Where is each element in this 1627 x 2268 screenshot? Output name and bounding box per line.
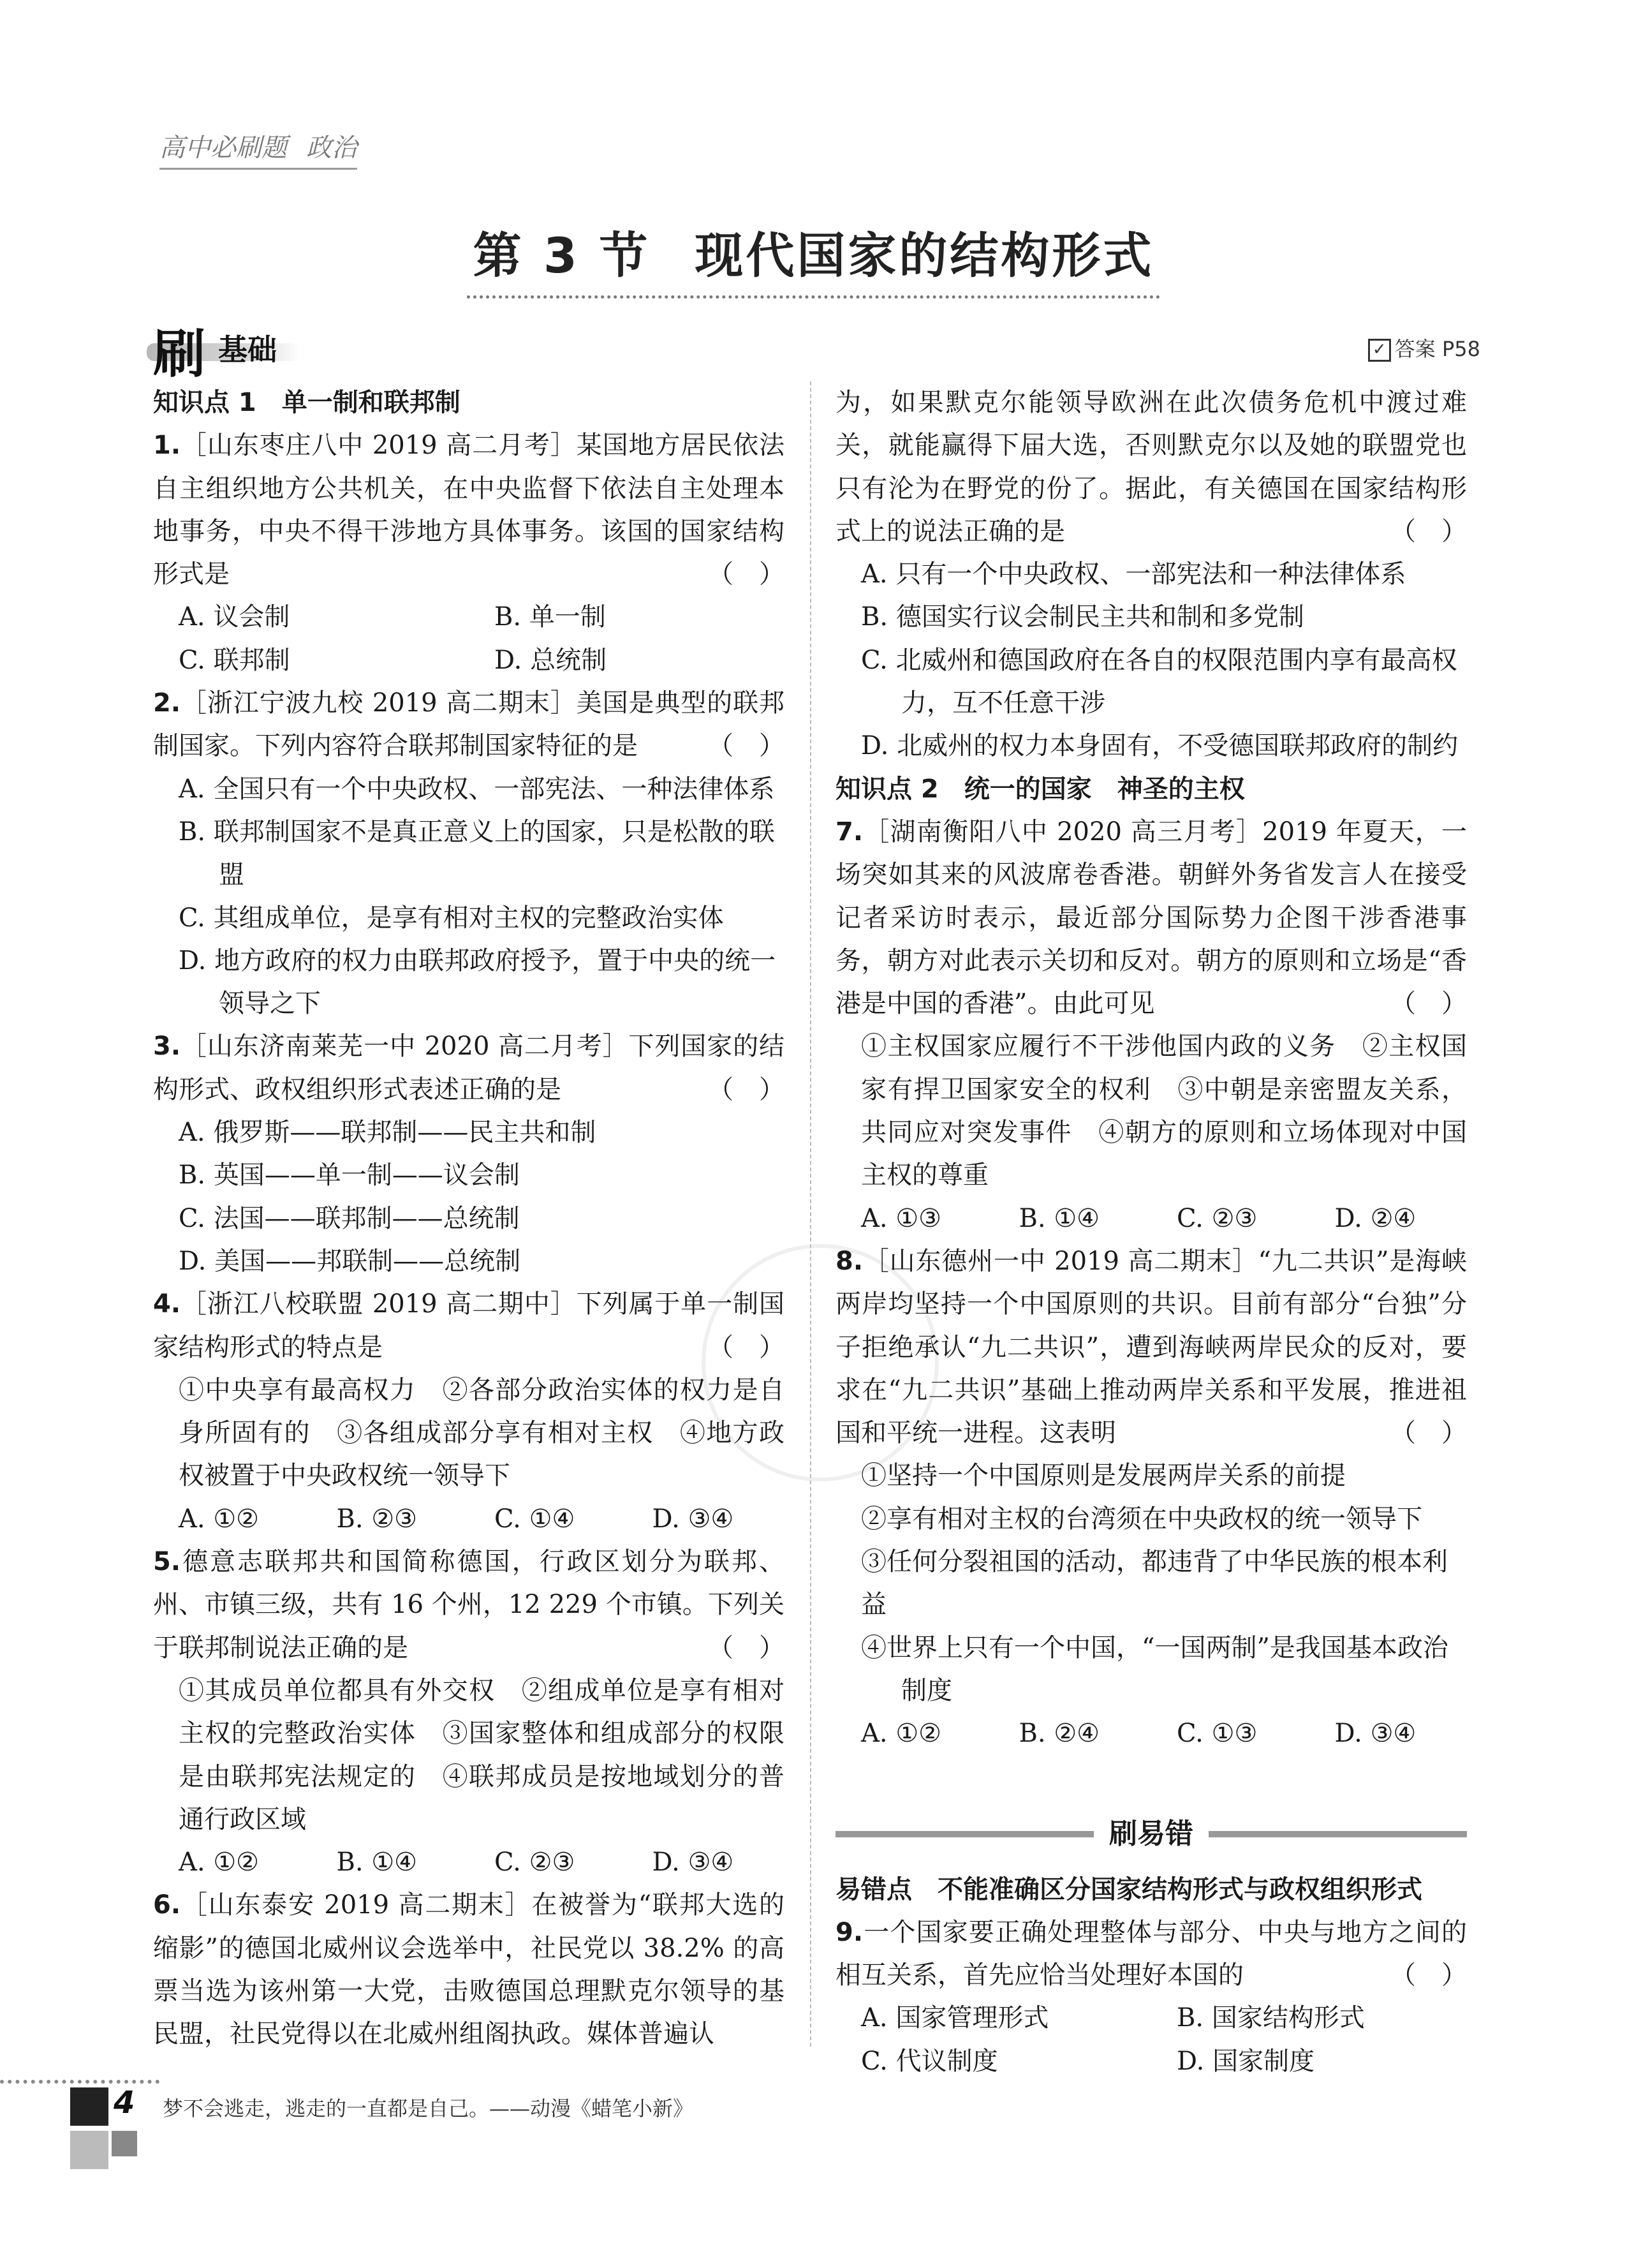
question-5-text: 德意志联邦共和国简称德国，行政区划分为联邦、州、市镇三级，共有 16 个州，12 229 个市镇。下列关于联邦制说法正确的是 bbox=[153, 1547, 784, 1663]
footer-square-decoration bbox=[70, 2087, 108, 2126]
option: B. 单一制 bbox=[494, 602, 606, 632]
option: A. 议会制 bbox=[179, 602, 290, 632]
option: C. 联邦制 bbox=[179, 645, 290, 675]
question-7-options bbox=[836, 1197, 1467, 1240]
question-7-text: ［湖南衡阳八中 2020 高三月考］2019 年夏天，一场突如其来的风波席卷香港。朝鲜外务省发言人在接受记者采访时表示，最近部分国际势力企图干涉香港事务，朝方对此表示关切和反对。朝方的原则和立场是“香港是中国的香港”。由此可见 bbox=[836, 817, 1467, 1019]
footer-square-decoration bbox=[70, 2131, 108, 2169]
question-8-options bbox=[836, 1712, 1467, 1755]
knowledge-point-1: 知识点 1 单一制和联邦制 bbox=[153, 388, 460, 417]
question-8-text: ［山东德州一中 2019 高二期末］“九二共识”是海峡两岸均坚持一个中国原则的共识。目前有部分“台独”分子拒绝承认“九二共识”，遭到海峡两岸民众的反对，要求在“九二共识”基础上推动两岸关系和平发展，推进祖国和平统一进程。这表明 bbox=[836, 1246, 1467, 1448]
banner-small-text: 基础 bbox=[218, 332, 277, 367]
option: D. ③④ bbox=[652, 1848, 734, 1878]
answer-blank: （） bbox=[708, 1633, 810, 1663]
divider-line bbox=[1209, 1831, 1467, 1837]
knowledge-point-2: 知识点 2 统一的国家 神圣的主权 bbox=[836, 774, 1245, 804]
answer-blank: （） bbox=[1390, 989, 1492, 1019]
option: D. 地方政府的权力由联邦政府授予，置于中央的统一领导之下 bbox=[179, 945, 776, 1019]
page-number: 4 bbox=[114, 2085, 135, 2121]
brush-banner bbox=[147, 313, 293, 385]
option: A. ①③ bbox=[861, 1203, 942, 1233]
question-4-items: ①中央享有最高权力 ②各部分政治实体的权力是自身所固有的 ③各组成部分享有相对主权 ④地方政权被置于中央政权统一领导下 bbox=[179, 1375, 784, 1491]
question-5-options bbox=[153, 1841, 784, 1884]
option: B. 英国——单一制——议会制 bbox=[179, 1160, 520, 1190]
question-8-item: ①坚持一个中国原则是发展两岸关系的前提 bbox=[861, 1461, 1346, 1491]
option: D. ②④ bbox=[1334, 1203, 1417, 1233]
question-3-text: ［山东济南莱芜一中 2020 高二月考］下列国家的结构形式、政权组织形式表述正确的是 bbox=[153, 1032, 784, 1104]
question-2-text: ［浙江宁波九校 2019 高二期末］美国是典型的联邦制国家。下列内容符合联邦制国家特征的是 bbox=[153, 688, 784, 761]
divider-line bbox=[836, 1831, 1094, 1837]
question-5: 5.德意志联邦共和国简称德国，行政区划分为联邦、州、市镇三级，共有 16 个州，12 229 个市镇。下列关于联邦制说法正确的是 （） bbox=[153, 1541, 784, 1670]
series-name: 高中必刷题 bbox=[159, 133, 287, 163]
question-9: 9.一个国家要正确处理整体与部分、中央与地方之间的相互关系，首先应恰当处理好本国的 （） bbox=[836, 1911, 1467, 1997]
question-8-item: ③任何分裂祖国的活动，都违背了中华民族的根本利益 bbox=[861, 1547, 1448, 1620]
question-1: 1.［山东枣庄八中 2019 高二月考］某国地方居民依法自主组织地方公共机关，在中央监督下依法自主处理本地事务，中央不得干涉地方具体事务。该国的国家结构形式是 （） bbox=[153, 424, 784, 596]
question-8: 8.［山东德州一中 2019 高二期末］“九二共识”是海峡两岸均坚持一个中国原则的共识。目前有部分“台独”分子拒绝承认“九二共识”，遭到海峡两岸民众的反对，要求在“九二共识”基础上推动两岸关系和平发展，推进祖国和平统一进程。这表明 （） bbox=[836, 1240, 1467, 1455]
question-8-item: ②享有相对主权的台湾须在中央政权的统一领导下 bbox=[861, 1504, 1422, 1534]
option: B. 国家结构形式 bbox=[1177, 2003, 1365, 2033]
answer-blank: （） bbox=[1390, 1418, 1492, 1448]
answer-blank: （） bbox=[1390, 1960, 1492, 1990]
option: B. 德国实行议会制民主共和制和多党制 bbox=[861, 602, 1304, 632]
option: C. 代议制度 bbox=[861, 2046, 998, 2076]
option: B. ①④ bbox=[336, 1848, 418, 1878]
option: B. ①④ bbox=[1019, 1203, 1100, 1233]
option: A. 俄罗斯——联邦制——民主共和制 bbox=[179, 1118, 596, 1148]
question-4: 4.［浙江八校联盟 2019 高二期中］下列属于单一制国家结构形式的特点是 （） bbox=[153, 1283, 784, 1369]
spacer bbox=[836, 1756, 1467, 1813]
option: D. 北威州的权力本身固有，不受德国联邦政府的制约 bbox=[861, 731, 1459, 761]
answer-blank: （） bbox=[708, 1332, 810, 1362]
question-2: 2.［浙江宁波九校 2019 高二期末］美国是典型的联邦制国家。下列内容符合联邦制国家特征的是 （） bbox=[153, 682, 784, 768]
answer-ref-text: 答案 P58 bbox=[1394, 337, 1480, 361]
question-4-options bbox=[153, 1498, 784, 1541]
option: B. ②③ bbox=[336, 1504, 418, 1534]
option: A. 全国只有一个中央政权、一部宪法、一种法律体系 bbox=[179, 774, 775, 804]
option: C. 法国——联邦制——总统制 bbox=[179, 1203, 520, 1233]
question-7-items: ①主权国家应履行不干涉他国内政的义务 ②主权国家有捍卫国家安全的权利 ③中朝是亲密盟友关系，共同应对突发事件 ④朝方的原则和立场体现对中国主权的尊重 bbox=[861, 1032, 1467, 1190]
option: D. ③④ bbox=[1334, 1719, 1417, 1749]
yicuo-label: 刷易错 bbox=[1109, 1818, 1193, 1851]
question-1-text: ［山东枣庄八中 2019 高二月考］某国地方居民依法自主组织地方公共机关，在中央监督下依法自主处理本地事务，中央不得干涉地方具体事务。该国的国家结构形式是 bbox=[153, 431, 784, 589]
option: B. 联邦制国家不是真正意义上的国家，只是松散的联盟 bbox=[179, 817, 775, 890]
page-title bbox=[0, 217, 1627, 299]
option: C. ①③ bbox=[1177, 1719, 1258, 1749]
question-6-continued: 为，如果默克尔能领导欧洲在此次债务危机中渡过难关，就能赢得下届大选，否则默克尔以及她的联盟党也只有沦为在野党的份了。据此，有关德国在国家结构形式上的说法正确的是 （） bbox=[836, 382, 1467, 553]
option: D. 美国——邦联制——总统制 bbox=[179, 1246, 521, 1276]
answer-blank: （） bbox=[1390, 516, 1492, 546]
option: A. 国家管理形式 bbox=[861, 2003, 1049, 2033]
footer-dotted-line bbox=[0, 2080, 159, 2087]
question-3: 3.［山东济南莱芜一中 2020 高二月考］下列国家的结构形式、政权组织形式表述正确的是 （） bbox=[153, 1025, 784, 1111]
option: B. ②④ bbox=[1019, 1719, 1100, 1749]
option: C. ①④ bbox=[494, 1504, 575, 1534]
question-7: 7.［湖南衡阳八中 2020 高三月考］2019 年夏天，一场突如其来的风波席卷香港。朝鲜外务省发言人在接受记者采访时表示，最近部分国际势力企图干涉香港事务，朝方对此表示关切和反对。朝方的原则和立场是“香港是中国的香港”。由此可见 （） bbox=[836, 811, 1467, 1025]
question-6-text: ［山东泰安 2019 高二期末］在被誉为“联邦大选的缩影”的德国北威州议会选举中，社民党以 38.2% 的高票当选为该州第一大党，击败德国总理默克尔领导的基民盟，社民党得以在北威州组阁执政。媒体普遍认 bbox=[153, 1890, 784, 2049]
option: C. ②③ bbox=[1177, 1203, 1258, 1233]
left-column bbox=[153, 382, 810, 2056]
answer-reference bbox=[1368, 333, 1480, 362]
question-9-options bbox=[836, 1997, 1467, 2083]
check-icon: ✓ bbox=[1368, 339, 1391, 362]
question-4-text: ［浙江八校联盟 2019 高二期中］下列属于单一制国家结构形式的特点是 bbox=[153, 1289, 784, 1362]
question-9-text: 一个国家要正确处理整体与部分、中央与地方之间的相互关系，首先应恰当处理好本国的 bbox=[836, 1917, 1467, 1990]
footer-quote: 梦不会逃走，逃走的一直都是自己。——动漫《蜡笔小新》 bbox=[163, 2096, 694, 2121]
option: D. 国家制度 bbox=[1177, 2046, 1315, 2076]
option: D. ③④ bbox=[652, 1504, 734, 1534]
answer-blank: （） bbox=[708, 731, 810, 761]
option: A. ①② bbox=[179, 1848, 260, 1878]
option: C. 北威州和德国政府在各自的权限范围内享有最高权力，互不任意干涉 bbox=[861, 645, 1457, 718]
question-8-item: ④世界上只有一个中国，“一国两制”是我国基本政治制度 bbox=[861, 1633, 1448, 1705]
section-number: 第 3 节 bbox=[473, 227, 651, 284]
answer-blank: （） bbox=[708, 1074, 810, 1104]
column-separator bbox=[810, 382, 811, 2047]
option: D. 总统制 bbox=[494, 645, 607, 675]
option: A. ①② bbox=[861, 1719, 942, 1749]
error-point: 易错点 不能准确区分国家结构形式与政权组织形式 bbox=[836, 1874, 1422, 1904]
option: C. ②③ bbox=[494, 1848, 575, 1878]
option: A. ①② bbox=[179, 1504, 260, 1534]
right-column bbox=[836, 382, 1492, 2083]
question-1-options bbox=[153, 596, 784, 682]
banner-big-char: 刷 bbox=[153, 324, 206, 385]
series-header bbox=[159, 128, 357, 170]
option: A. 只有一个中央政权、一部宪法和一种法律体系 bbox=[861, 560, 1406, 589]
section-name: 现代国家的结构形式 bbox=[695, 227, 1154, 284]
spacer bbox=[836, 1856, 1467, 1869]
answer-blank: （） bbox=[708, 560, 810, 589]
question-6: 6.［山东泰安 2019 高二期末］在被誉为“联邦大选的缩影”的德国北威州议会选举中，社民党以 38.2% 的高票当选为该州第一大党，击败德国总理默克尔领导的基民盟，社民党得以在北威州组阁执政。媒体普遍认 bbox=[153, 1890, 784, 2049]
option: C. 其组成单位，是享有相对主权的完整政治实体 bbox=[179, 903, 724, 933]
subject-name: 政治 bbox=[306, 133, 357, 163]
section-divider-yicuo bbox=[836, 1813, 1467, 1856]
question-5-items: ①其成员单位都具有外交权 ②组成单位是享有相对主权的完整政治实体 ③国家整体和组成部分的权限是由联邦宪法规定的 ④联邦成员是按地域划分的普通行政区域 bbox=[179, 1675, 784, 1834]
footer-square-decoration bbox=[112, 2131, 137, 2156]
